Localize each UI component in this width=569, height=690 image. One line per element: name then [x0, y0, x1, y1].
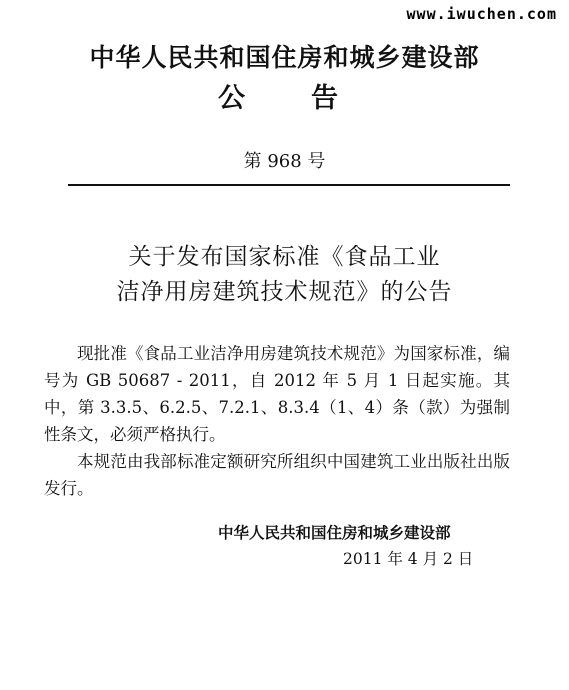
signature-organization: 中华人民共和国住房和城乡建设部	[218, 524, 451, 542]
watermark-text: www.iwuchen.com	[406, 5, 557, 23]
document-number: 第 968 号	[243, 151, 326, 172]
header-divider	[68, 184, 510, 186]
document-title-line-2: 洁净用房建筑技术规范》的公告	[116, 279, 453, 305]
document-body	[44, 340, 510, 502]
signature-date: 2011 年 4 月 2 日	[343, 550, 474, 568]
announcement-char-1: 公	[218, 83, 245, 114]
announcement-char-2: 告	[311, 83, 338, 114]
announcement-heading	[218, 76, 338, 115]
document-title-line-1: 关于发布国家标准《食品工业	[128, 244, 441, 270]
issuer-heading: 中华人民共和国住房和城乡建设部	[89, 43, 480, 72]
body-paragraph-1: 现批准《食品工业洁净用房建筑技术规范》为国家标准，编号为 GB 50687 - 2011，自 2012 年 5 月 1 日起实施。其中，第 3.3.5、6.2.5、7.2.1、8.3.4（1、4）条（款）为强制性条文，必须严格执行。	[44, 344, 510, 444]
body-paragraph-2: 本规范由我部标准定额研究所组织中国建筑工业出版社出版发行。	[44, 452, 510, 498]
